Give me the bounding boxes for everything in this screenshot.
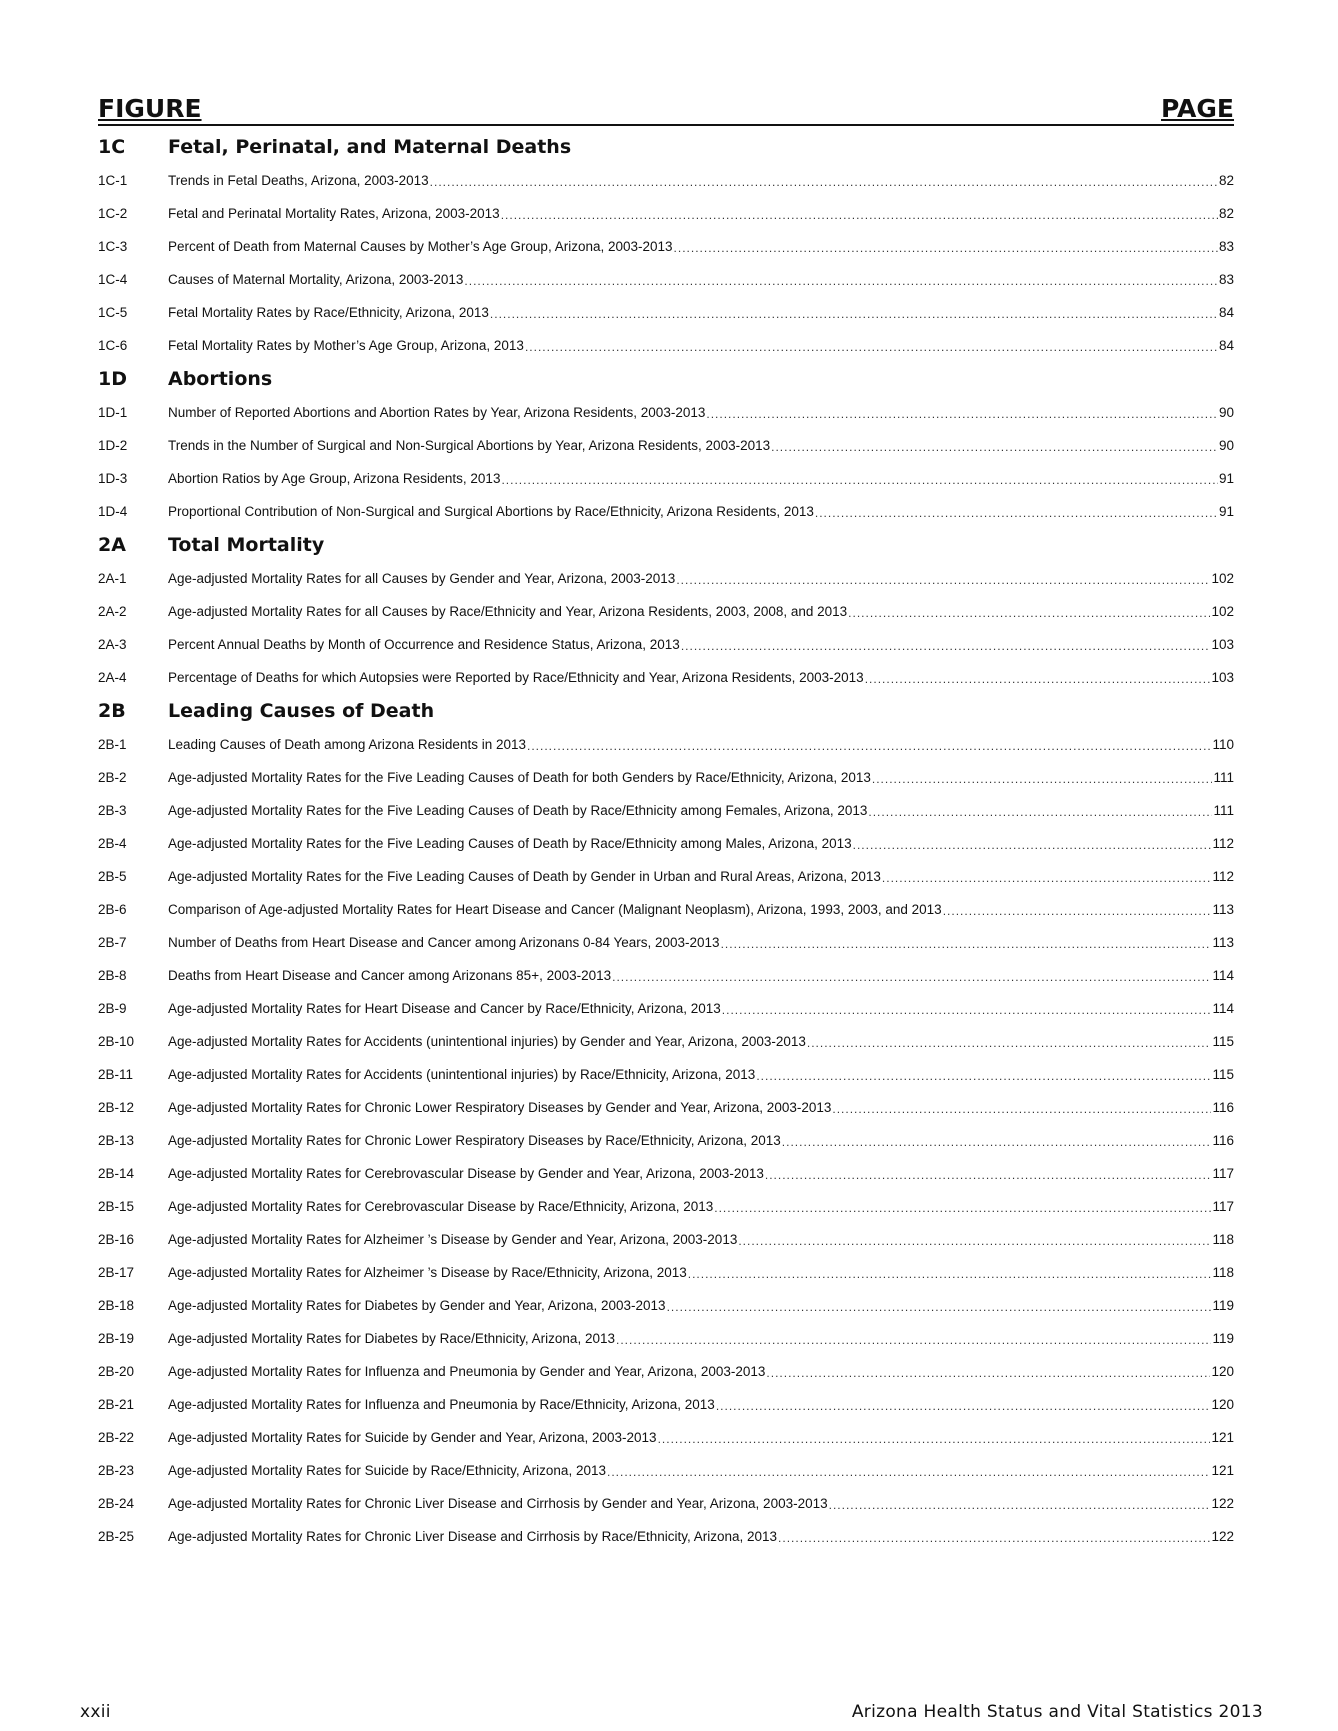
dot-leader [832,1101,1211,1117]
page-number: 111 [1213,803,1234,818]
figure-number: 2B-14 [98,1166,135,1181]
entry-line [168,1495,1234,1513]
figure-title: Comparison of Age-adjusted Mortality Rates for Heart Disease and Cancer (Malignant Neoplasm), Arizona, 1993, 2003, and 2013 [168,902,942,917]
toc-entry[interactable] [98,165,1234,198]
toc-entry[interactable] [98,993,1234,1026]
dot-leader [848,605,1210,621]
entry-line [168,271,1234,289]
figure-number: 2B-20 [98,1364,135,1379]
figure-number: 2B-15 [98,1199,135,1214]
dot-leader [815,505,1218,521]
figure-title: Age-adjusted Mortality Rates for Diabetes by Race/Ethnicity, Arizona, 2013 [168,1331,615,1346]
entry-line [168,835,1234,853]
page-number: 84 [1218,338,1234,353]
figure-number: 2B-22 [98,1430,135,1445]
figure-number: 1D-2 [98,438,128,453]
entry-line [168,1165,1234,1183]
toc-header [98,96,1234,126]
figure-number: 2B-5 [98,869,127,884]
toc-entry[interactable] [98,496,1234,529]
dot-leader [771,439,1218,455]
toc-entry[interactable] [98,297,1234,330]
entry-line [168,1231,1234,1249]
figure-title: Age-adjusted Mortality Rates for Suicide by Race/Ethnicity, Arizona, 2013 [168,1463,606,1478]
figure-title: Age-adjusted Mortality Rates for Chronic Lower Respiratory Diseases by Gender and Year, Arizona, 2003-2013 [168,1100,832,1115]
page-number: 121 [1211,1430,1234,1445]
dot-leader [674,240,1218,256]
entry-line [168,769,1234,787]
toc-entry[interactable] [98,828,1234,861]
dot-leader [607,1464,1210,1480]
toc-entry[interactable] [98,729,1234,762]
entry-line [168,1429,1234,1447]
figure-number: 2B-6 [98,902,127,917]
page-number: 90 [1218,405,1234,420]
dot-leader [667,1299,1212,1315]
figure-number: 2B-13 [98,1133,135,1148]
entry-line [168,669,1234,687]
toc-entry[interactable] [98,1257,1234,1290]
entry-line [168,1066,1234,1084]
figure-number: 2B-8 [98,968,127,983]
entry-line [168,868,1234,886]
toc-entry[interactable] [98,1323,1234,1356]
toc-entry[interactable] [98,264,1234,297]
page-number: 116 [1212,1133,1234,1148]
page-number: 120 [1211,1364,1234,1379]
figure-number: 1D-3 [98,471,128,486]
toc-entry[interactable] [98,1389,1234,1422]
figure-number: 2A-4 [98,670,127,685]
figure-number: 2B-17 [98,1265,135,1280]
page-number: 83 [1218,272,1234,287]
figure-number: 2B-4 [98,836,127,851]
toc-entry[interactable] [98,1521,1234,1554]
dot-leader [464,273,1218,289]
dot-leader [430,174,1218,190]
dot-leader [688,1266,1212,1282]
figure-title: Trends in Fetal Deaths, Arizona, 2003-2013 [168,173,429,188]
page-number: 114 [1212,1001,1234,1016]
figure-number: 2A-3 [98,637,127,652]
page-number: 113 [1212,935,1234,950]
section-heading [98,131,1234,165]
entry-line [168,1528,1234,1546]
dot-leader [616,1332,1211,1348]
figure-title: Age-adjusted Mortality Rates for the Five Leading Causes of Death by Race/Ethnicity among Males, Arizona, 2013 [168,836,852,851]
entry-line [168,967,1234,985]
figure-number: 2B-23 [98,1463,135,1478]
dot-leader [490,306,1218,322]
figure-title: Age-adjusted Mortality Rates for Chronic Liver Disease and Cirrhosis by Race/Ethnicity, Arizona, 2013 [168,1529,778,1544]
figure-title: Age-adjusted Mortality Rates for Influenza and Pneumonia by Gender and Year, Arizona, 2003-2013 [168,1364,766,1379]
figure-title: Number of Reported Abortions and Abortion Rates by Year, Arizona Residents, 2003-2013 [168,405,706,420]
figure-number: 2B-16 [98,1232,135,1247]
page-number: 119 [1212,1331,1234,1346]
dot-leader [501,207,1218,223]
toc-entry[interactable] [98,1059,1234,1092]
toc-entry[interactable] [98,1026,1234,1059]
figure-title: Age-adjusted Mortality Rates for Cerebrovascular Disease by Race/Ethnicity, Arizona, 2013 [168,1199,714,1214]
page-number: 82 [1218,173,1234,188]
figure-title: Age-adjusted Mortality Rates for Accidents (unintentional injuries) by Race/Ethnicity, Arizona, 2013 [168,1067,756,1082]
toc-entry[interactable] [98,397,1234,430]
toc-entry[interactable] [98,762,1234,795]
figure-number: 1C-6 [98,338,128,353]
figure-number: 2B-9 [98,1001,127,1016]
dot-leader [706,406,1218,422]
page-column-label: PAGE [1161,94,1234,123]
page-number: 90 [1218,438,1234,453]
entry-line [168,802,1234,820]
entry-line [168,603,1234,621]
page-number: 84 [1218,305,1234,320]
page-number: 114 [1212,968,1234,983]
figure-number: 2B-21 [98,1397,135,1412]
entry-line [168,337,1234,355]
figure-title: Percent of Death from Maternal Causes by Mother’s Age Group, Arizona, 2003-2013 [168,239,673,254]
entry-line [168,1396,1234,1414]
dot-leader [721,936,1212,952]
figure-number: 2B-7 [98,935,127,950]
toc-entry[interactable] [98,463,1234,496]
dot-leader [943,903,1212,919]
dot-leader [612,969,1211,985]
entry-line [168,1198,1234,1216]
page-number: 103 [1211,670,1234,685]
entry-line [168,238,1234,256]
entry-line [168,934,1234,952]
figure-title: Number of Deaths from Heart Disease and Cancer among Arizonans 0-84 Years, 2003-2013 [168,935,720,950]
toc-entry[interactable] [98,629,1234,662]
figure-title: Fetal and Perinatal Mortality Rates, Arizona, 2003-2013 [168,206,500,221]
figure-number: 1C-5 [98,305,128,320]
page-number: 102 [1211,604,1234,619]
toc-entry[interactable] [98,795,1234,828]
page-number: 116 [1212,1100,1234,1115]
page-number: 103 [1211,637,1234,652]
page-number: 91 [1218,471,1234,486]
footer-publication-title: Arizona Health Status and Vital Statistics 2013 [851,1702,1263,1722]
figure-column-label: FIGURE [98,94,202,123]
dot-leader [807,1035,1212,1051]
toc-entry[interactable] [98,1092,1234,1125]
figure-number: 2B-1 [98,737,127,752]
toc-entry[interactable] [98,330,1234,363]
dot-leader [525,339,1218,355]
toc-entry[interactable] [98,861,1234,894]
figure-title: Age-adjusted Mortality Rates for Chronic Lower Respiratory Diseases by Race/Ethnicity, Arizona, 2013 [168,1133,781,1148]
page-number: 111 [1213,770,1234,785]
page-number: 110 [1212,737,1234,752]
figure-number: 1C-3 [98,239,128,254]
entry-line [168,470,1234,488]
figure-number: 1C-2 [98,206,128,221]
figure-number: 1D-1 [98,405,128,420]
page-number: 112 [1212,869,1234,884]
figure-number: 2B-25 [98,1529,135,1544]
figure-title: Age-adjusted Mortality Rates for all Causes by Gender and Year, Arizona, 2003-2013 [168,571,676,586]
list-of-figures [98,131,1234,1554]
dot-leader [658,1431,1211,1447]
figure-title: Age-adjusted Mortality Rates for Suicide by Gender and Year, Arizona, 2003-2013 [168,1430,657,1445]
toc-entry[interactable] [98,231,1234,264]
toc-entry[interactable] [98,596,1234,629]
page-number: 112 [1212,836,1234,851]
dot-leader [756,1068,1211,1084]
section-code: 2B [98,700,126,722]
figure-title: Age-adjusted Mortality Rates for Accidents (unintentional injuries) by Gender and Year, Arizona, 2003-2013 [168,1034,806,1049]
toc-entry[interactable] [98,1191,1234,1224]
page-number: 118 [1212,1265,1234,1280]
toc-entry[interactable] [98,1290,1234,1323]
page-number: 113 [1212,902,1234,917]
figure-number: 1D-4 [98,504,128,519]
figure-title: Fetal Mortality Rates by Mother’s Age Group, Arizona, 2013 [168,338,524,353]
figure-title: Age-adjusted Mortality Rates for the Five Leading Causes of Death by Gender in Urban and Rural Areas, Arizona, 2013 [168,869,881,884]
page-number: 121 [1211,1463,1234,1478]
toc-entry[interactable] [98,1488,1234,1521]
entry-line [168,1363,1234,1381]
figure-number: 2B-10 [98,1034,135,1049]
dot-leader [738,1233,1211,1249]
page-number: 122 [1211,1529,1234,1544]
toc-entry[interactable] [98,198,1234,231]
figure-title: Age-adjusted Mortality Rates for Influenza and Pneumonia by Race/Ethnicity, Arizona, 2013 [168,1397,715,1412]
dot-leader [872,771,1213,787]
figure-number: 1C-1 [98,173,128,188]
dot-leader [722,1002,1212,1018]
page-number: 119 [1212,1298,1234,1313]
entry-line [168,1330,1234,1348]
dot-leader [782,1134,1212,1150]
page-number: 118 [1212,1232,1234,1247]
figure-title: Fetal Mortality Rates by Race/Ethnicity, Arizona, 2013 [168,305,489,320]
page-number: 117 [1212,1199,1234,1214]
section-code: 2A [98,534,126,556]
page-number: 82 [1218,206,1234,221]
entry-line [168,1462,1234,1480]
entry-line [168,1033,1234,1051]
figure-number: 2A-2 [98,604,127,619]
page-number: 120 [1211,1397,1234,1412]
figure-number: 2B-24 [98,1496,135,1511]
figure-title: Age-adjusted Mortality Rates for the Five Leading Causes of Death by Race/Ethnicity among Females, Arizona, 2013 [168,803,868,818]
figure-title: Percent Annual Deaths by Month of Occurrence and Residence Status, Arizona, 2013 [168,637,680,652]
section-title: Leading Causes of Death [168,700,435,722]
dot-leader [853,837,1212,853]
dot-leader [501,472,1218,488]
entry-line [168,570,1234,588]
dot-leader [716,1398,1211,1414]
figure-title: Age-adjusted Mortality Rates for the Five Leading Causes of Death for both Genders by Race/Ethnicity, Arizona, 2013 [168,770,871,785]
dot-leader [527,738,1211,754]
dot-leader [778,1530,1210,1546]
section-title: Total Mortality [168,534,325,556]
page-number: 115 [1212,1034,1234,1049]
toc-entry[interactable] [98,1224,1234,1257]
dot-leader [829,1497,1211,1513]
dot-leader [765,1167,1212,1183]
dot-leader [868,804,1212,820]
section-title: Fetal, Perinatal, and Maternal Deaths [168,136,572,158]
figure-title: Age-adjusted Mortality Rates for all Causes by Race/Ethnicity and Year, Arizona Residents, 2003, 2008, and 2013 [168,604,848,619]
figure-number: 2B-18 [98,1298,135,1313]
entry-line [168,172,1234,190]
entry-line [168,1264,1234,1282]
entry-line [168,437,1234,455]
toc-entry[interactable] [98,563,1234,596]
toc-entry[interactable] [98,1455,1234,1488]
entry-line [168,901,1234,919]
toc-entry[interactable] [98,1422,1234,1455]
toc-entry[interactable] [98,960,1234,993]
figure-number: 2A-1 [98,571,127,586]
entry-line [168,503,1234,521]
figure-number: 1C-4 [98,272,128,287]
entry-line [168,736,1234,754]
section-heading [98,363,1234,397]
figure-title: Proportional Contribution of Non-Surgical and Surgical Abortions by Race/Ethnicity, Arizona Residents, 2013 [168,504,814,519]
figure-title: Deaths from Heart Disease and Cancer among Arizonans 85+, 2003-2013 [168,968,612,983]
figure-title: Causes of Maternal Mortality, Arizona, 2003-2013 [168,272,464,287]
section-code: 1C [98,136,126,158]
figure-title: Age-adjusted Mortality Rates for Chronic Liver Disease and Cirrhosis by Gender and Year, Arizona, 2003-2013 [168,1496,828,1511]
dot-leader [676,572,1210,588]
page-number: 83 [1218,239,1234,254]
page-number: 115 [1212,1067,1234,1082]
figure-title: Age-adjusted Mortality Rates for Cerebrovascular Disease by Gender and Year, Arizona, 2003-2013 [168,1166,764,1181]
toc-entry[interactable] [98,430,1234,463]
figure-number: 2B-12 [98,1100,135,1115]
figure-title: Percentage of Deaths for which Autopsies were Reported by Race/Ethnicity and Year, Arizona Residents, 2003-2013 [168,670,864,685]
toc-entry[interactable] [98,662,1234,695]
toc-entry[interactable] [98,1125,1234,1158]
entry-line [168,1099,1234,1117]
footer-page-number: xxii [80,1702,111,1722]
entry-line [168,304,1234,322]
entry-line [168,205,1234,223]
page-number: 91 [1218,504,1234,519]
toc-entry[interactable] [98,894,1234,927]
figure-number: 2B-3 [98,803,127,818]
entry-line [168,636,1234,654]
section-heading [98,695,1234,729]
figure-title: Age-adjusted Mortality Rates for Heart Disease and Cancer by Race/Ethnicity, Arizona, 2013 [168,1001,721,1016]
entry-line [168,404,1234,422]
section-title: Abortions [168,368,273,390]
figure-title: Abortion Ratios by Age Group, Arizona Residents, 2013 [168,471,501,486]
dot-leader [681,638,1211,654]
figure-number: 2B-19 [98,1331,135,1346]
dot-leader [714,1200,1211,1216]
section-code: 1D [98,368,127,390]
figure-title: Age-adjusted Mortality Rates for Alzheimer ’s Disease by Race/Ethnicity, Arizona, 2013 [168,1265,687,1280]
figure-title: Trends in the Number of Surgical and Non-Surgical Abortions by Year, Arizona Residents, 2003-2013 [168,438,771,453]
page-number: 117 [1212,1166,1234,1181]
dot-leader [766,1365,1210,1381]
entry-line [168,1000,1234,1018]
entry-line [168,1297,1234,1315]
figure-number: 2B-11 [98,1067,134,1082]
entry-line [168,1132,1234,1150]
page-number: 102 [1211,571,1234,586]
figure-title: Leading Causes of Death among Arizona Residents in 2013 [168,737,526,752]
section-heading [98,529,1234,563]
figure-number: 2B-2 [98,770,127,785]
figure-title: Age-adjusted Mortality Rates for Alzheimer ’s Disease by Gender and Year, Arizona, 2003-2013 [168,1232,738,1247]
toc-entry[interactable] [98,1356,1234,1389]
dot-leader [865,671,1211,687]
figure-title: Age-adjusted Mortality Rates for Diabetes by Gender and Year, Arizona, 2003-2013 [168,1298,666,1313]
page-number: 122 [1211,1496,1234,1511]
toc-entry[interactable] [98,1158,1234,1191]
dot-leader [882,870,1212,886]
toc-entry[interactable] [98,927,1234,960]
